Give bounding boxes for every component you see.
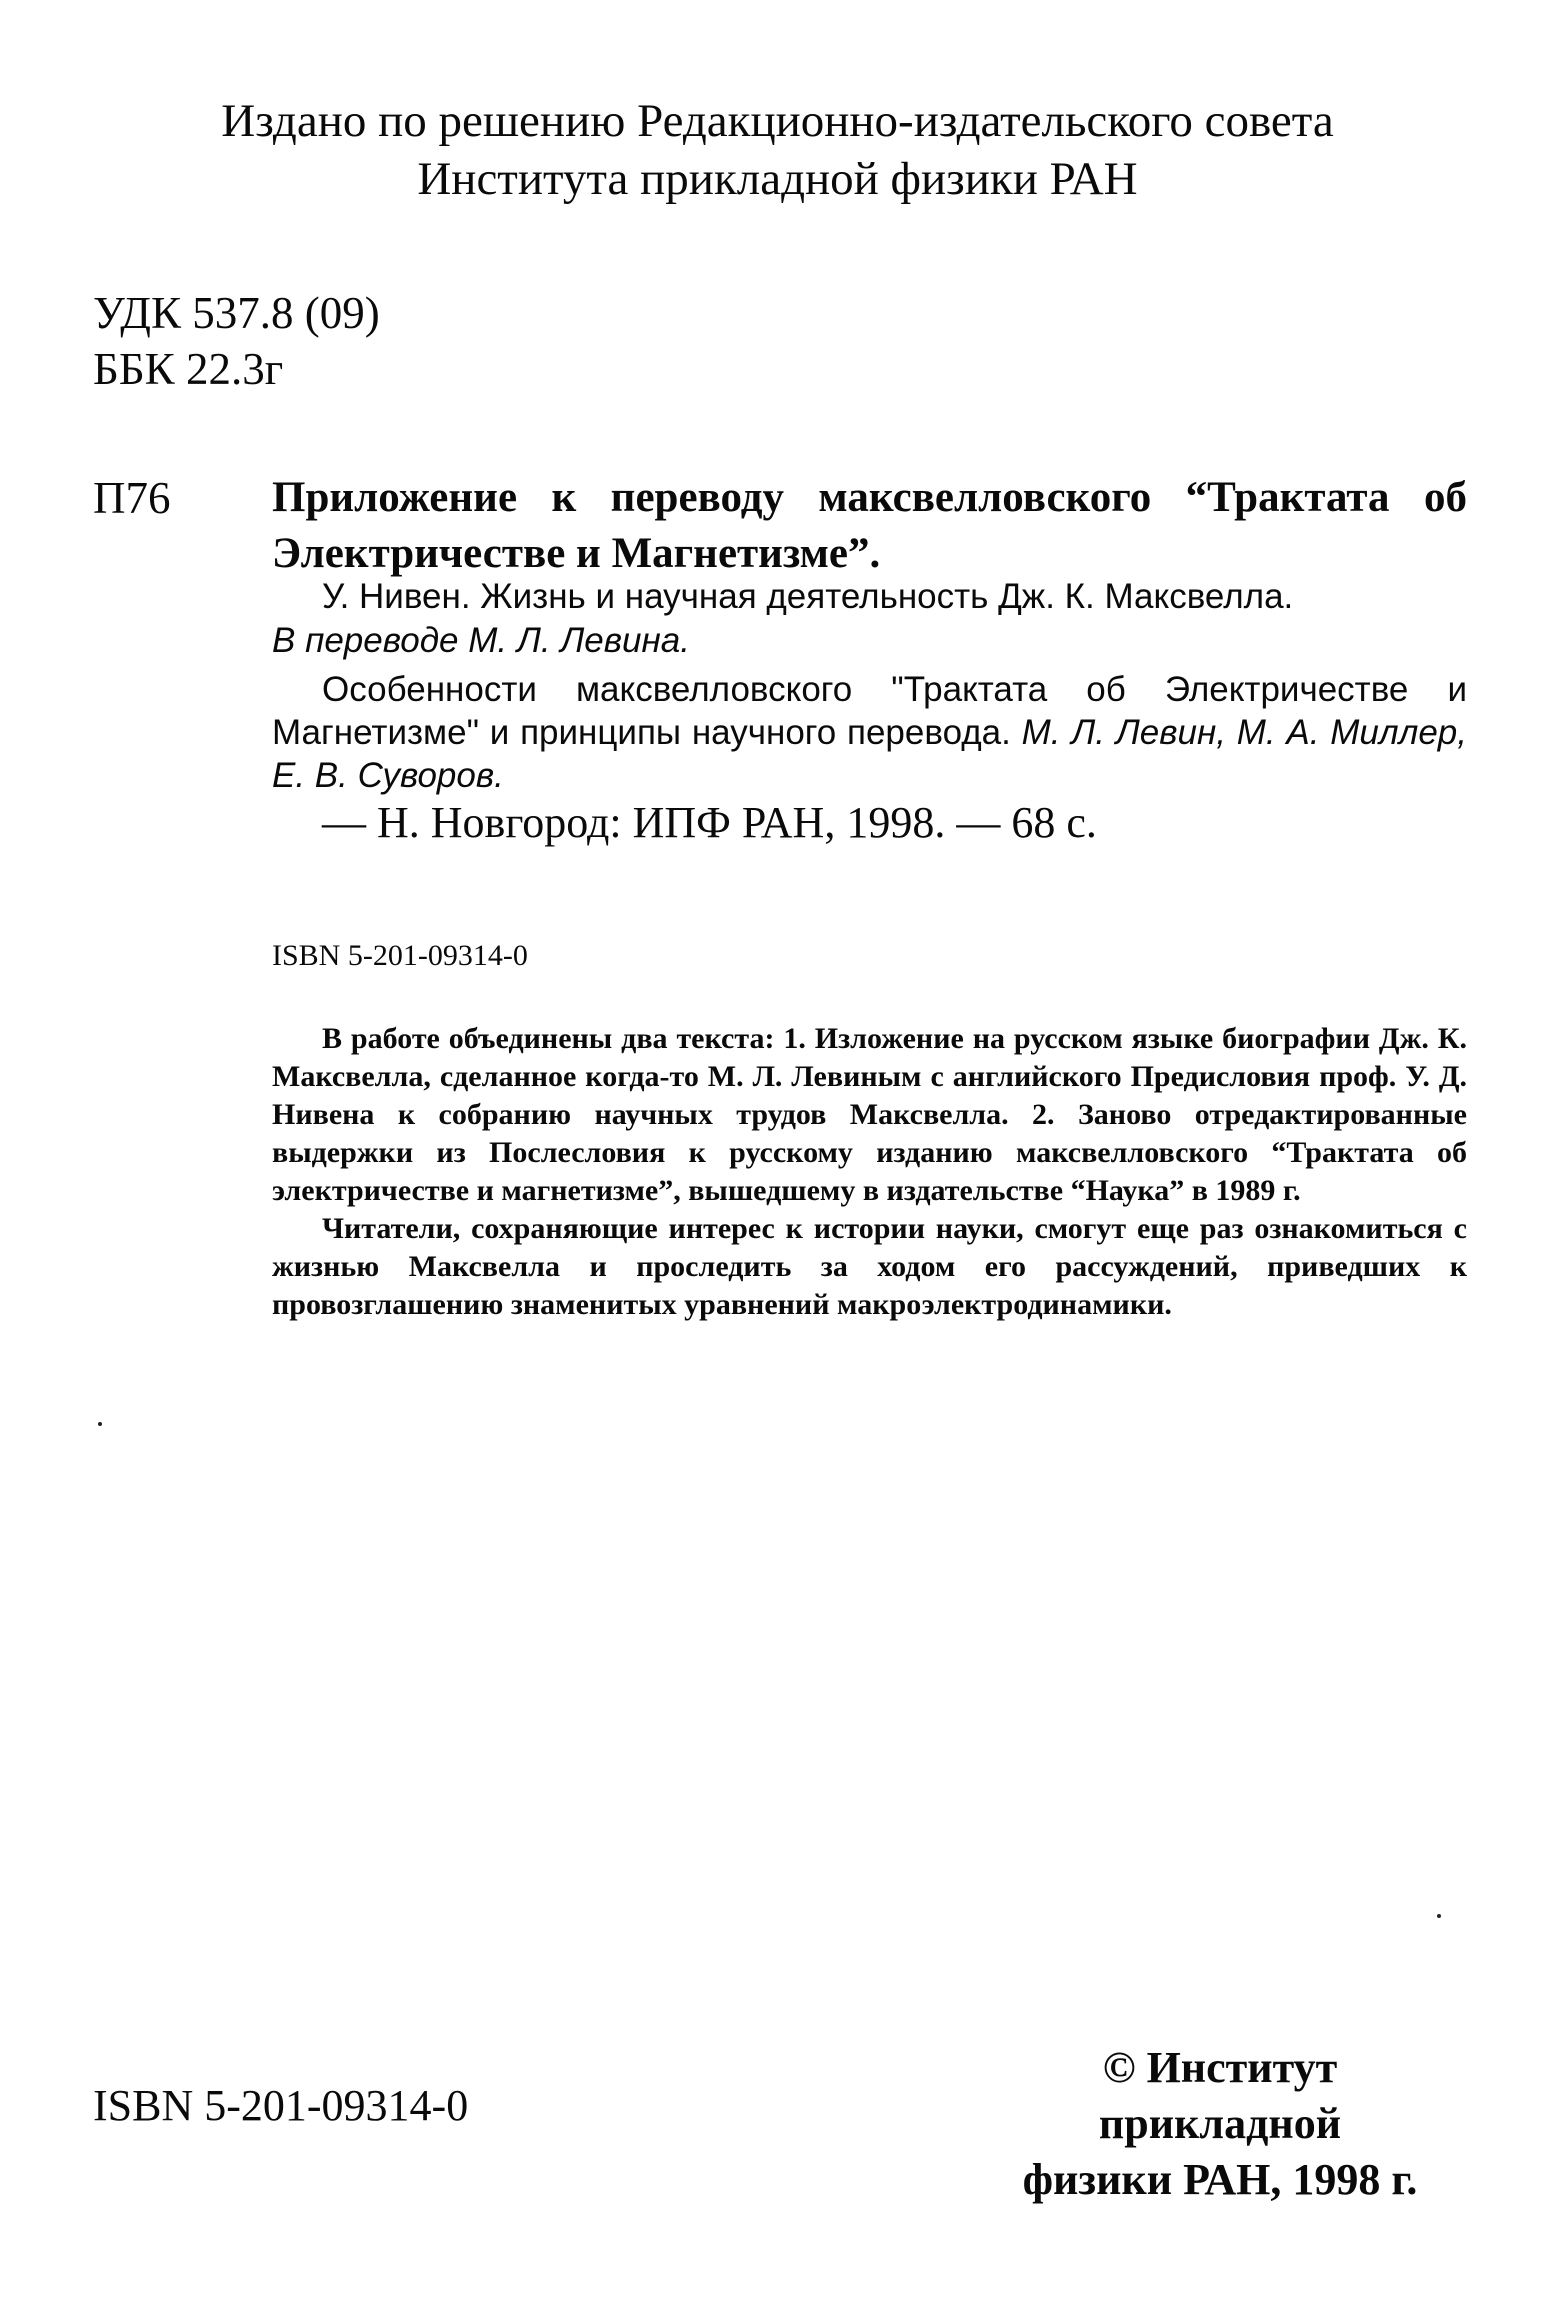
abstract-paragraph-2: Читатели, сохраняющие интерес к истории науки, смогут еще раз ознакомиться с жизнью Максвелла и проследить за ходом его рассуждений, приведших к провозглашению знаменитых уравнений макроэлектродинамики. (272, 1212, 1467, 1321)
copyright-line-1: © Институт прикладной (1098, 2043, 1342, 2148)
copyright-line-2: физики РАН, 1998 г. (1022, 2155, 1418, 2204)
speck-mark (1437, 1914, 1441, 1918)
speck-mark (98, 1422, 102, 1426)
publisher-header (0, 92, 1555, 208)
book-title: Приложение к переводу максвелловского “Трактата об Электричестве и Магнетизме”. (272, 474, 1467, 577)
entry-features-authors: М. Л. Левин, М. А. Миллер, Е. В. Суворов. (272, 713, 1467, 795)
abstract (272, 1020, 1467, 1324)
abstract-paragraph-1: В работе объединены два текста: 1. Изложение на русском языке биографии Дж. К. Максвелла, сделанное когда-то М. Л. Левиным с английского Предисловия проф. У. Д. Нивена к собранию научных трудов Максвелла. 2. Заново отредактированные выдержки из Послесловия к русскому изданию максвелловского “Трактата об электричестве и магнетизме”, вышедшему в издательстве “Наука” в 1989 г. (272, 1022, 1467, 1207)
entry-niven (272, 575, 1467, 663)
entry-niven-translator: В переводе М. Л. Левина. (272, 621, 690, 660)
entry-features-text: Особенности максвелловского "Трактата об Электричестве и Магнетизме" и принципы научного перевода. (272, 670, 1467, 752)
header-line-2: Института прикладной физики РАН (417, 153, 1138, 205)
header-line-1: Издано по решению Редакционно-издательского совета (221, 95, 1334, 147)
entry-niven-text: У. Нивен. Жизнь и научная деятельность Дж. К. Максвелла. (322, 577, 1294, 616)
entry-features (272, 668, 1467, 797)
imprint: — Н. Новгород: ИПФ РАН, 1998. — 68 с. (322, 798, 1097, 847)
isbn-top: ISBN 5-201-09314-0 (272, 939, 528, 972)
author-mark: П76 (93, 473, 171, 523)
copyright-notice (980, 2040, 1460, 2208)
bbk-code: ББК 22.3г (93, 344, 284, 394)
classification-codes (93, 285, 380, 397)
udk-code: УДК 537.8 (09) (93, 288, 380, 338)
isbn-bottom: ISBN 5-201-09314-0 (93, 2081, 469, 2130)
